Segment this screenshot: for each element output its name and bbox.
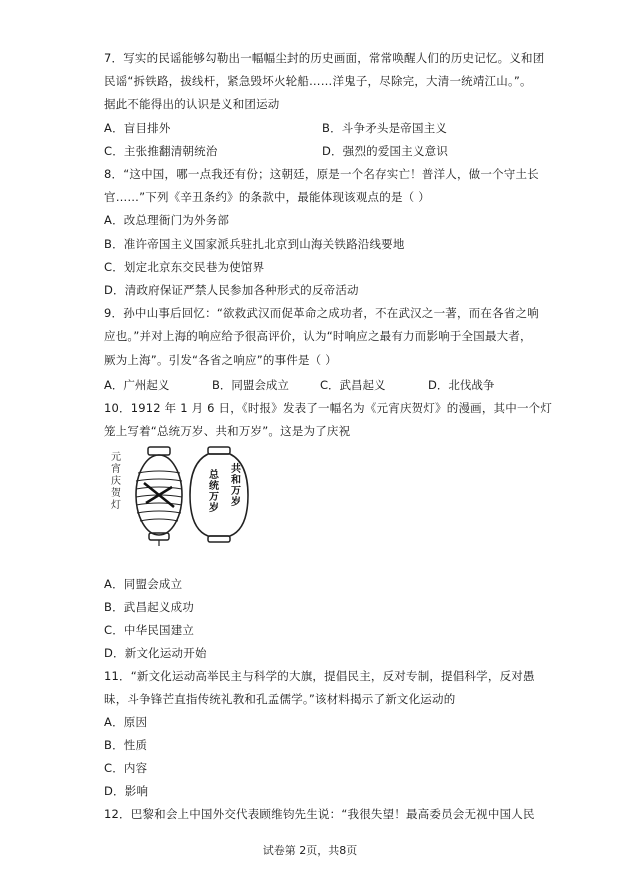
q9-stem-line1: 9．孙中山事后回忆：“欲救武汉而促革命之成功者，不在武汉之一著，而在各省之响 xyxy=(104,306,539,320)
q8-stem-line2: 官……”下列《辛丑条约》的条款中，最能体现该观点的是（ ） xyxy=(104,190,430,204)
q9-option-b: B．同盟会成立 xyxy=(212,378,289,392)
right-lantern-text-b: 总统万岁 xyxy=(206,469,218,513)
q11-stem-line1: 11．“新文化运动高举民主与科学的大旗，提倡民主，反对专制，提倡科学，反对愚 xyxy=(104,669,535,683)
q11-option-c: C．内容 xyxy=(104,761,148,775)
q7-stem-line3: 据此不能得出的认识是义和团运动 xyxy=(104,97,280,111)
q11-option-a: A．原因 xyxy=(104,715,148,729)
q8-stem-line1: 8．“这中国，哪一点我还有份；这朝廷，原是一个名存实亡！普洋人，做一个守土长 xyxy=(104,167,539,181)
q7-option-a: A．盲目排外 xyxy=(104,121,171,135)
q12-stem-line1: 12．巴黎和会上中国外交代表顾维钧先生说：“我很失望！最高委员会无视中国人民 xyxy=(104,807,535,821)
q8-option-d: D．清政府保证严禁人民参加各种形式的反帝活动 xyxy=(104,283,359,297)
q11-option-b: B．性质 xyxy=(104,738,148,752)
lantern-cartoon-image xyxy=(104,443,264,553)
q10-stem-line1: 10．1912 年 1 月 6 日，《时报》发表了一幅名为《元宵庆贺灯》的漫画，其中一个灯 xyxy=(104,401,553,415)
q9-option-a: A．广州起义 xyxy=(104,378,170,392)
q7-option-c: C．主张推翻清朝统治 xyxy=(104,144,218,158)
q10-option-c: C．中华民国建立 xyxy=(104,623,195,637)
page-footer: 试卷第 2页，共8页 xyxy=(262,844,358,857)
q9-stem-line2: 应也。”并对上海的响应给予很高评价，认为“时响应之最有力而影响于全国最大者， xyxy=(104,329,532,343)
left-lantern-icon xyxy=(136,447,182,546)
q11-stem-line2: 昧，斗争锋芒直指传统礼教和孔孟儒学。”该材料揭示了新文化运动的 xyxy=(104,692,456,706)
right-lantern-text: 共和万岁 xyxy=(228,463,240,507)
q9-option-c: C．武昌起义 xyxy=(320,378,386,392)
q11-option-d: D．影响 xyxy=(104,784,149,798)
q9-stem-line3: 厥为上海”。引发“各省之响应”的事件是（ ） xyxy=(104,353,337,367)
q8-option-c: C．划定北京东交民巷为使馆界 xyxy=(104,260,265,274)
left-lantern-caption: 元宵庆贺灯 xyxy=(108,451,120,511)
q8-option-b: B．准许帝国主义国家派兵驻扎北京到山海关铁路沿线要地 xyxy=(104,237,405,251)
q10-option-b: B．武昌起义成功 xyxy=(104,600,194,614)
q7-stem-line1: 7．写实的民谣能够勾勒出一幅幅尘封的历史画面，常常唤醒人们的历史记忆。义和团 xyxy=(104,51,545,65)
q10-option-a: A．同盟会成立 xyxy=(104,577,183,591)
q9-option-d: D．北伐战争 xyxy=(428,378,495,392)
q10-stem-line2: 笼上写着“总统万岁、共和万岁”。这是为了庆祝 xyxy=(104,424,351,438)
q7-option-d: D．强烈的爱国主义意识 xyxy=(322,144,449,158)
q8-option-a: A．改总理衙门为外务部 xyxy=(104,213,230,227)
q10-option-d: D．新文化运动开始 xyxy=(104,646,207,660)
q7-option-b: B．斗争矛头是帝国主义 xyxy=(322,121,448,135)
q7-stem-line2: 民谣“拆铁路，拔线杆，紧急毁坏火轮船……洋鬼子，尽除完，大清一统靖江山。”。 xyxy=(104,74,532,88)
